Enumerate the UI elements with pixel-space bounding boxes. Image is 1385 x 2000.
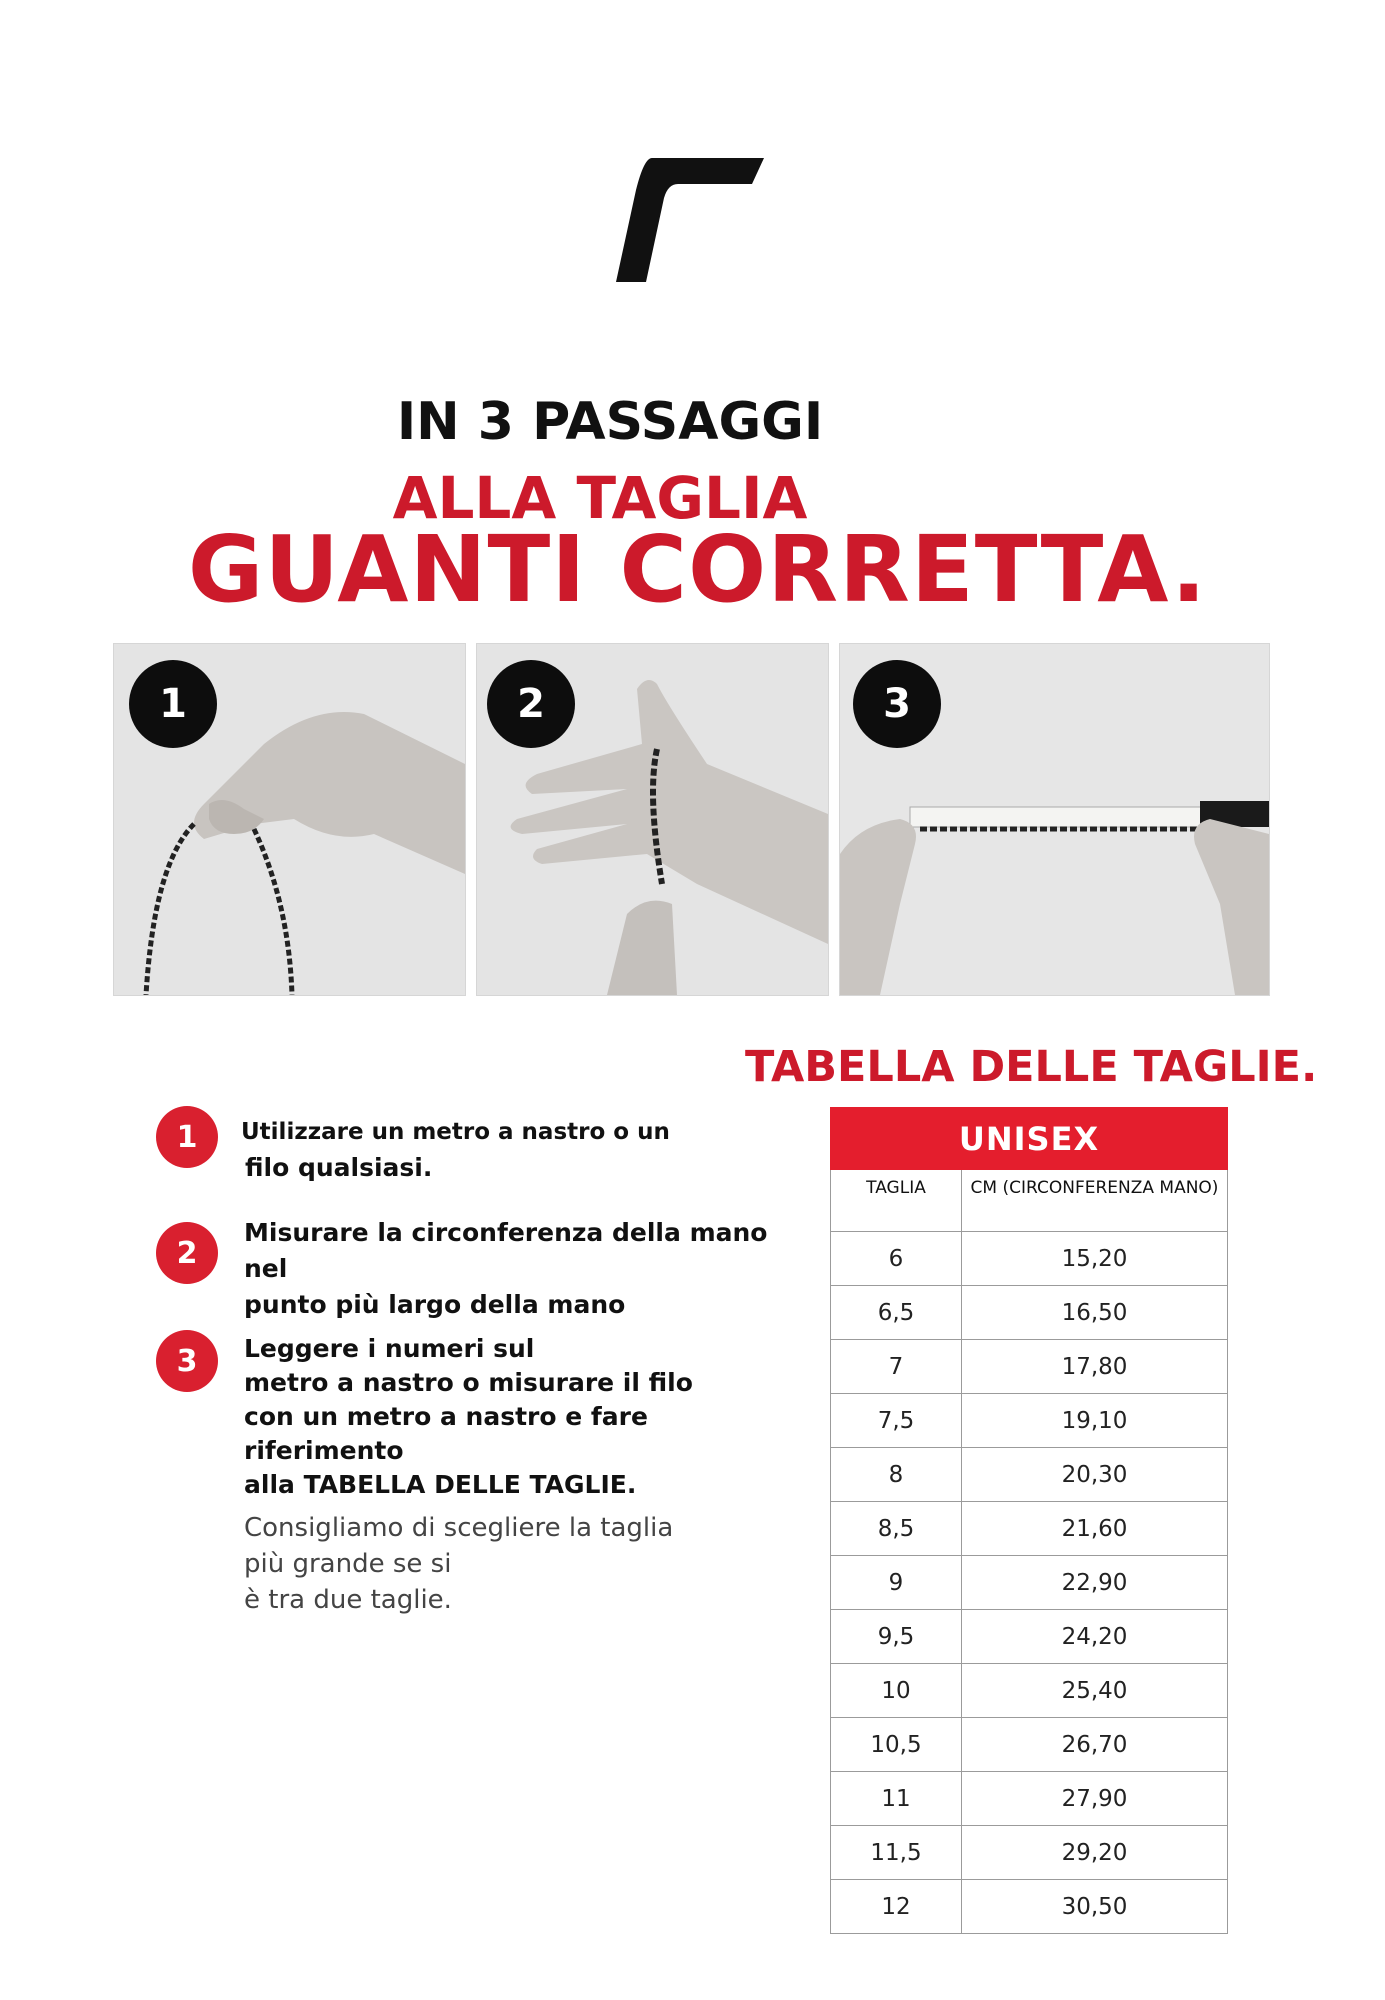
- table-row: [831, 1394, 1228, 1448]
- size-advice-note: [244, 1510, 714, 1618]
- circumference-cell: 29,20: [962, 1826, 1228, 1880]
- step-3-line4: alla TABELLA DELLE TAGLIE.: [244, 1470, 637, 1499]
- step-3-line2: metro a nastro o misurare il filo: [244, 1368, 693, 1397]
- step-3-line3: con un metro a nastro e fare riferimento: [244, 1402, 648, 1465]
- size-cell: 8,5: [831, 1502, 962, 1556]
- circumference-cell: 26,70: [962, 1718, 1228, 1772]
- size-table: [830, 1107, 1228, 1934]
- size-cell: 6: [831, 1232, 962, 1286]
- circumference-cell: 25,40: [962, 1664, 1228, 1718]
- table-row: [831, 1448, 1228, 1502]
- step-1-text: [241, 1114, 811, 1186]
- step-bullet: 1: [156, 1106, 218, 1168]
- table-row: [831, 1502, 1228, 1556]
- table-row: [831, 1286, 1228, 1340]
- photo-step-1: [113, 643, 466, 996]
- step-1-line2: filo qualsiasi.: [245, 1153, 433, 1182]
- step-bullet: 2: [156, 1222, 218, 1284]
- size-cell: 10: [831, 1664, 962, 1718]
- circumference-cell: 27,90: [962, 1772, 1228, 1826]
- size-cell: 6,5: [831, 1286, 962, 1340]
- table-row: [831, 1718, 1228, 1772]
- photo-step-number: 1: [129, 660, 217, 748]
- size-cell: 11,5: [831, 1826, 962, 1880]
- table-row: [831, 1880, 1228, 1934]
- step-1-line1: Utilizzare un metro a nastro o un: [241, 1119, 670, 1145]
- step-2-text: [244, 1215, 814, 1323]
- size-cell: 12: [831, 1880, 962, 1934]
- table-row: [831, 1556, 1228, 1610]
- circumference-cell: 22,90: [962, 1556, 1228, 1610]
- photo-step-2: [476, 643, 829, 996]
- note-line3: è tra due taglie.: [244, 1585, 452, 1615]
- size-cell: 7: [831, 1340, 962, 1394]
- circumference-cell: 19,10: [962, 1394, 1228, 1448]
- size-table-col-taglia: TAGLIA: [831, 1170, 962, 1232]
- size-cell: 10,5: [831, 1718, 962, 1772]
- table-row: [831, 1664, 1228, 1718]
- headline-line3: GUANTI CORRETTA.: [187, 516, 1208, 623]
- note-line2: più grande se si: [244, 1549, 452, 1579]
- step-bullet: 3: [156, 1330, 218, 1392]
- table-row: [831, 1232, 1228, 1286]
- step-2-line1: Misurare la circonferenza della mano nel: [244, 1218, 768, 1283]
- size-cell: 9: [831, 1556, 962, 1610]
- size-cell: 9,5: [831, 1610, 962, 1664]
- step-3-text: [244, 1332, 814, 1502]
- circumference-cell: 17,80: [962, 1340, 1228, 1394]
- headline-line1: IN 3 PASSAGGI: [396, 392, 824, 452]
- table-row: [831, 1340, 1228, 1394]
- size-cell: 8: [831, 1448, 962, 1502]
- size-table-col-cm: CM (CIRCONFERENZA MANO): [962, 1170, 1228, 1232]
- size-cell: 11: [831, 1772, 962, 1826]
- table-row: [831, 1826, 1228, 1880]
- note-line1: Consigliamo di scegliere la taglia: [244, 1513, 674, 1543]
- headline-line2: ALLA TAGLIA: [392, 464, 808, 532]
- circumference-cell: 16,50: [962, 1286, 1228, 1340]
- size-table-title: TABELLA DELLE TAGLIE.: [745, 1042, 1318, 1092]
- reusch-logo-icon: [612, 150, 772, 290]
- circumference-cell: 15,20: [962, 1232, 1228, 1286]
- photo-step-3: [839, 643, 1270, 996]
- circumference-cell: 30,50: [962, 1880, 1228, 1934]
- table-row: [831, 1772, 1228, 1826]
- size-table-group-header: UNISEX: [831, 1108, 1228, 1170]
- photo-step-number: 3: [853, 660, 941, 748]
- circumference-cell: 21,60: [962, 1502, 1228, 1556]
- size-table-body: [831, 1232, 1228, 1934]
- size-cell: 7,5: [831, 1394, 962, 1448]
- photo-step-number: 2: [487, 660, 575, 748]
- circumference-cell: 20,30: [962, 1448, 1228, 1502]
- circumference-cell: 24,20: [962, 1610, 1228, 1664]
- step-3-line1: Leggere i numeri sul: [244, 1334, 535, 1363]
- table-row: [831, 1610, 1228, 1664]
- step-2-line2: punto più largo della mano: [244, 1290, 626, 1319]
